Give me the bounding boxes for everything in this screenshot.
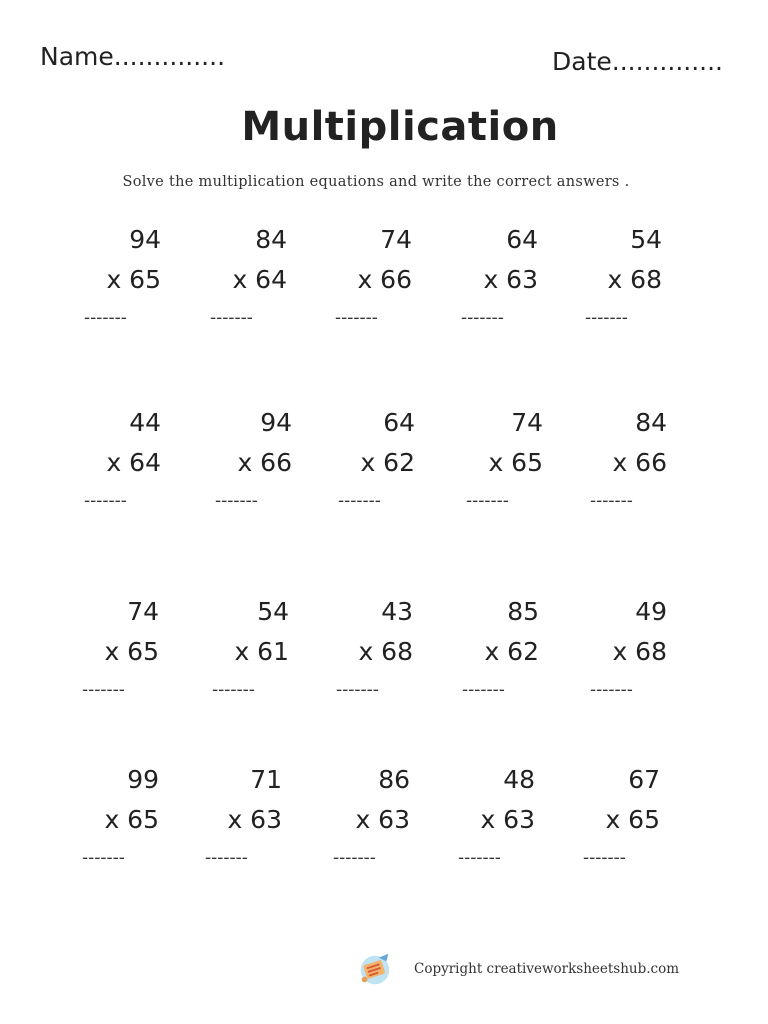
multiplicand: 49 [635, 597, 667, 626]
multiplier: x 62 [360, 448, 415, 477]
multiplication-problem [84, 403, 164, 513]
multiplier: x 65 [104, 637, 159, 666]
multiplicand: 64 [506, 225, 538, 254]
multiplier: x 65 [106, 265, 161, 294]
answer-blank: ------- [458, 848, 501, 868]
multiplicand: 74 [380, 225, 412, 254]
multiplier: x 63 [483, 265, 538, 294]
multiplier: x 66 [357, 265, 412, 294]
answer-blank: ------- [590, 491, 633, 511]
multiplication-problem [336, 592, 416, 702]
multiplication-problem [466, 403, 546, 513]
multiplication-problem [205, 760, 285, 870]
multiplication-problem [590, 403, 670, 513]
multiplier: x 63 [227, 805, 282, 834]
multiplier: x 65 [104, 805, 159, 834]
multiplicand: 54 [630, 225, 662, 254]
multiplication-problem [212, 592, 292, 702]
footer [356, 950, 679, 988]
answer-blank: ------- [205, 848, 248, 868]
multiplication-problem [462, 592, 542, 702]
multiplication-problem [82, 760, 162, 870]
answer-blank: ------- [338, 491, 381, 511]
multiplier: x 68 [607, 265, 662, 294]
multiplication-problem [335, 220, 415, 330]
multiplicand: 84 [635, 408, 667, 437]
answer-blank: ------- [84, 308, 127, 328]
multiplier: x 64 [232, 265, 287, 294]
answer-blank: ------- [585, 308, 628, 328]
answer-blank: ------- [336, 680, 379, 700]
multiplication-problem [590, 592, 670, 702]
multiplicand: 74 [511, 408, 543, 437]
answer-blank: ------- [82, 848, 125, 868]
multiplier: x 66 [612, 448, 667, 477]
multiplier: x 66 [237, 448, 292, 477]
multiplicand: 44 [129, 408, 161, 437]
answer-blank: ------- [583, 848, 626, 868]
multiplication-problem [458, 760, 538, 870]
multiplication-problem [583, 760, 663, 870]
multiplication-problem [338, 403, 418, 513]
copyright-text: Copyright creativeworksheetshub.com [414, 961, 680, 977]
answer-blank: ------- [466, 491, 509, 511]
answer-blank: ------- [212, 680, 255, 700]
multiplicand: 74 [127, 597, 159, 626]
multiplication-problem [84, 220, 164, 330]
answer-blank: ------- [462, 680, 505, 700]
multiplication-problem [585, 220, 665, 330]
multiplication-problem [215, 403, 295, 513]
answer-blank: ------- [461, 308, 504, 328]
answer-blank: ------- [84, 491, 127, 511]
answer-blank: ------- [215, 491, 258, 511]
multiplier: x 68 [358, 637, 413, 666]
multiplication-problem [82, 592, 162, 702]
name-field-label: Name.............. [40, 42, 226, 71]
multiplicand: 67 [628, 765, 660, 794]
multiplicand: 71 [250, 765, 282, 794]
answer-blank: ------- [590, 680, 633, 700]
date-field-label: Date.............. [552, 47, 724, 76]
multiplicand: 85 [507, 597, 539, 626]
multiplication-problem [333, 760, 413, 870]
multiplier: x 68 [612, 637, 667, 666]
multiplier: x 61 [234, 637, 289, 666]
multiplier: x 63 [480, 805, 535, 834]
multiplication-problem [210, 220, 290, 330]
multiplier: x 64 [106, 448, 161, 477]
multiplier: x 63 [355, 805, 410, 834]
worksheet-title: Multiplication [241, 104, 559, 150]
multiplicand: 84 [255, 225, 287, 254]
multiplication-problem [461, 220, 541, 330]
multiplicand: 94 [260, 408, 292, 437]
multiplier: x 65 [605, 805, 660, 834]
worksheet-instructions: Solve the multiplication equations and write the correct answers . [122, 174, 630, 190]
multiplicand: 48 [503, 765, 535, 794]
multiplicand: 43 [381, 597, 413, 626]
multiplicand: 64 [383, 408, 415, 437]
answer-blank: ------- [333, 848, 376, 868]
answer-blank: ------- [335, 308, 378, 328]
multiplier: x 62 [484, 637, 539, 666]
multiplicand: 54 [257, 597, 289, 626]
multiplicand: 94 [129, 225, 161, 254]
answer-blank: ------- [210, 308, 253, 328]
multiplier: x 65 [488, 448, 543, 477]
answer-blank: ------- [82, 680, 125, 700]
multiplicand: 99 [127, 765, 159, 794]
multiplicand: 86 [378, 765, 410, 794]
worksheet-logo-icon [356, 950, 394, 988]
